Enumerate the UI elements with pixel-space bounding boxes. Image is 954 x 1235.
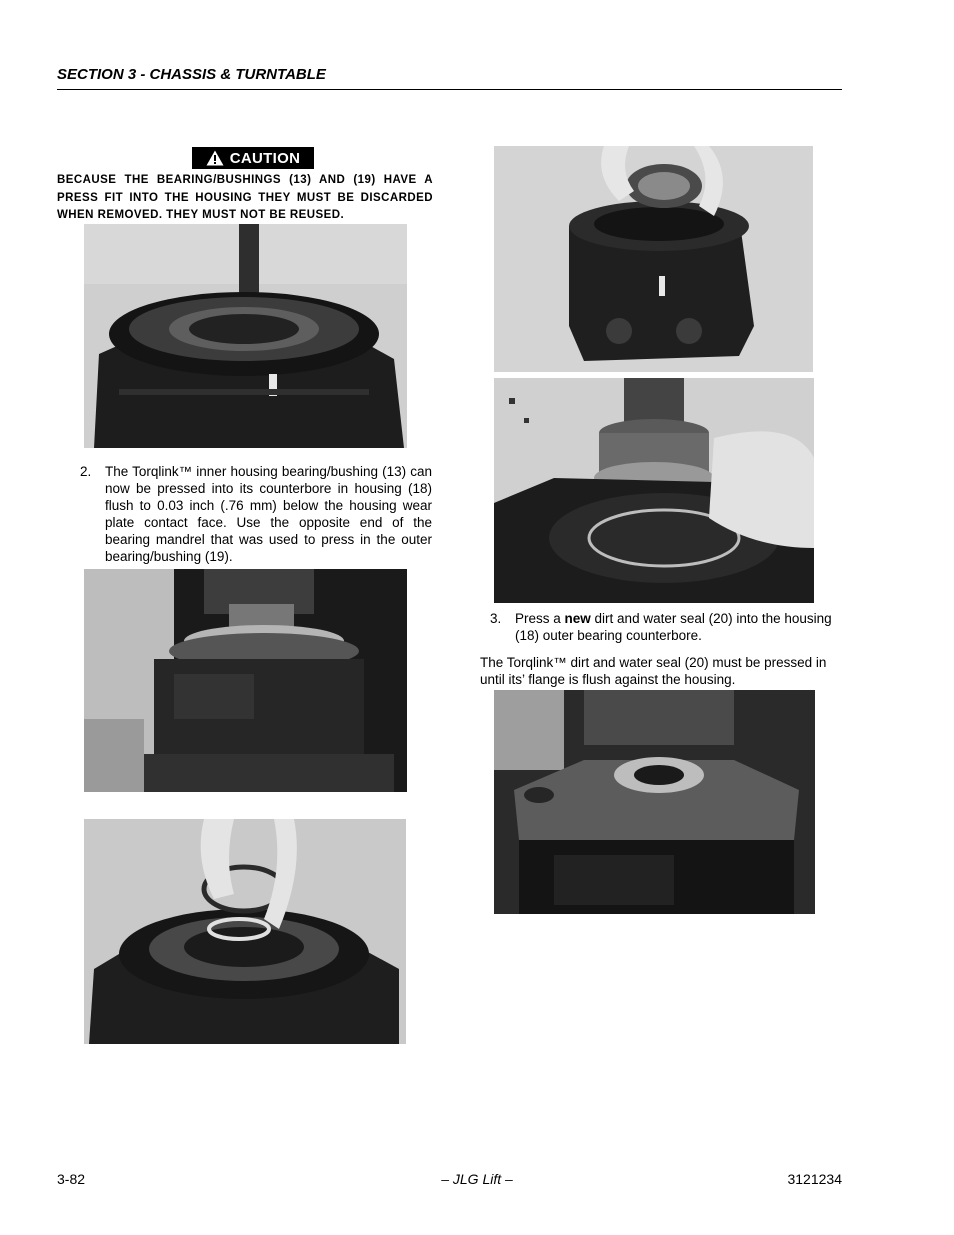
photo-housing-mandrel bbox=[84, 224, 407, 448]
photo-press-bearing bbox=[84, 569, 407, 792]
header-rule bbox=[57, 89, 842, 90]
photo-seal-mandrel bbox=[494, 378, 814, 603]
step-text-after: dirt and water seal (20) into the housing (18) outer bearing counterbore. bbox=[515, 611, 832, 643]
section-title: SECTION 3 - CHASSIS & TURNTABLE bbox=[57, 66, 326, 83]
warning-triangle-icon bbox=[206, 150, 224, 166]
step-text bbox=[515, 610, 842, 644]
step-text: The Torqlink™ inner housing bearing/bushing (13) can now be pressed into its counterbore in housing (18) flush to 0.03 inch (.76 mm) below the housing wear plate contact face. Use the opposite end of the bearing mandrel that was used to press in the outer bearing/bushing (19). bbox=[105, 464, 432, 564]
caution-badge bbox=[192, 147, 314, 169]
caution-text: BECAUSE THE BEARING/BUSHINGS (13) AND (19) HAVE A PRESS FIT INTO THE HOUSING THEY MUST BE DISCARDED WHEN REMOVED. THEY MUST NOT BE REUSED. bbox=[57, 174, 433, 221]
footer-page-number: 3-82 bbox=[57, 1171, 86, 1187]
photo-pressed-seal bbox=[494, 690, 815, 914]
step-3 bbox=[490, 610, 842, 646]
note-paragraph: The Torqlink™ dirt and water seal (20) must be pressed in until its’ flange is flush against the housing. bbox=[480, 655, 827, 687]
step-number: 2. bbox=[80, 464, 92, 479]
photo-seal-insertion bbox=[84, 819, 406, 1044]
step-2 bbox=[80, 463, 432, 567]
step-text-bold: new bbox=[564, 611, 591, 626]
footer-center: – JLG Lift – bbox=[441, 1171, 513, 1187]
footer-doc-number: 3121234 bbox=[787, 1171, 842, 1187]
step-number: 3. bbox=[490, 611, 502, 626]
photo-bearing-into-housing bbox=[494, 146, 813, 372]
step-text-before: Press a bbox=[515, 611, 565, 626]
caution-label: CAUTION bbox=[229, 149, 301, 167]
